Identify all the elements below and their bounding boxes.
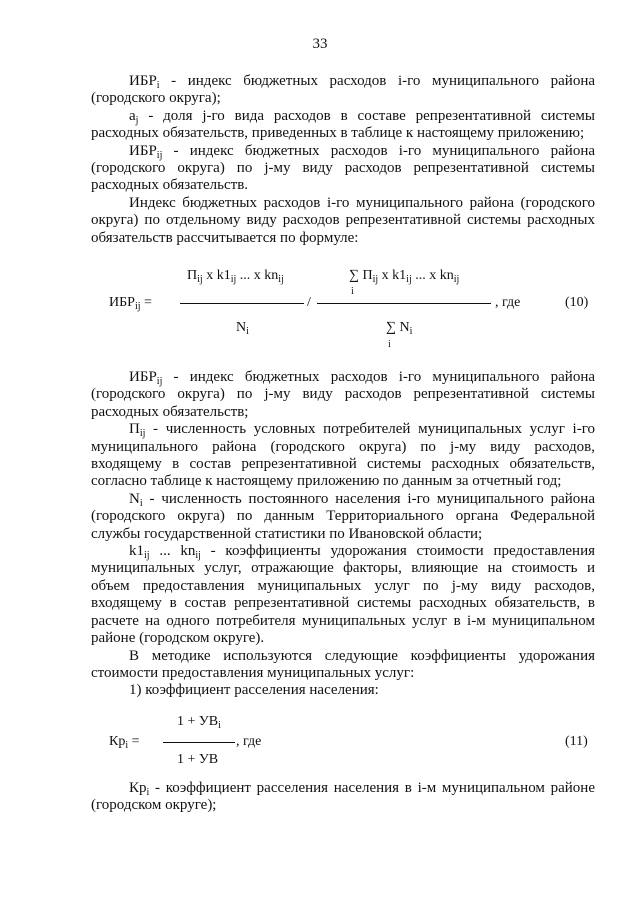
- page-number: 33: [312, 36, 328, 52]
- definition-a-j: $a_j$ - доля j-го вида расходов в составе репрезентативной системы расходных обязательств, приведенных в таблице к настоящему приложению;: [91, 107, 595, 142]
- formula-11-numerator: $1 + УВ_i$: [177, 714, 221, 731]
- definition-p-ij: $П_{ij}$ - численность условных потребителей муниципальных услуг i-го муниципального района (городского округа) по j-му виду расходов, входящему в состав репрезентативной системы расходных обязательств, согласно таблице к настоящему приложению по данным за отчетный год;: [91, 421, 595, 490]
- formula-10-sum-index-top: i: [351, 286, 354, 297]
- method-paragraph: В методике используются следующие коэффициенты удорожания стоимости предоставления муниципальных услуг:: [91, 647, 595, 681]
- formula-10-denominator-1: $N_i$: [236, 320, 249, 337]
- list-item-1: 1) коэффициент расселения населения:: [129, 682, 379, 699]
- formula-10-denominator-2: ∑ $N_i$: [386, 320, 413, 337]
- formula-10-sum-index-bottom: i: [388, 339, 391, 350]
- definitions-bottom: [91, 780, 595, 815]
- formula-11-where: , где: [236, 734, 262, 749]
- formula-10-number: (10): [565, 295, 589, 310]
- definitions-top: [91, 73, 595, 247]
- formula-10-numerator-2: ∑ $П_{ij}$ x $k1_{ij}$ ... x $kn_{ij}$: [349, 268, 460, 285]
- definitions-mid: [91, 369, 595, 700]
- formula-10-slash: /: [307, 295, 311, 310]
- definition-n-i: $N_i$ - численность постоянного населения i-го муниципального района (городского округа) по данным Территориального органа Федеральной службы государственной статистики по Ивановской области;: [91, 490, 595, 542]
- formula-11-fraction-bar: [163, 742, 235, 743]
- definition-kr-i: $Кр_i$ - коэффициент расселения населения в i-м муниципальном районе (городском округе);: [91, 780, 595, 814]
- formula-11-number: (11): [565, 734, 588, 749]
- formula-10-fraction-bar-2: [317, 303, 491, 304]
- formula-10-lhs: $ИБР_{ij}$ =: [109, 295, 152, 312]
- definition-ibr-ij: $ИБР_{ij}$ - индекс бюджетных расходов i-го муниципального района (городского округа) по j-му виду расходов репрезентативной системы расходных обязательств.: [91, 142, 595, 194]
- definition-k-ij: $k1_{ij}$ ... $kn_{ij}$ - коэффициенты удорожания стоимости предоставления муниципальных услуг, отражающие факторы, влияющие на стоимость и объем предоставления муниципальных услуг по j-му виду расходов, входящему в состав репрезентативной системы расходных обязательств, в расчете на одного потребителя муниципальных услуг в i-м муниципальном районе (городском округе).: [91, 543, 595, 647]
- formula-10-numerator-1: $П_{ij}$ x $k1_{ij}$ ... x $kn_{ij}$: [187, 268, 284, 285]
- formula-11-denominator: 1 + УВ: [177, 752, 219, 767]
- formula-11: [91, 711, 595, 769]
- formula-10-where: , где: [495, 295, 521, 310]
- formula-10: [91, 263, 595, 350]
- definition-ibr-i: $ИБР_i$ - индекс бюджетных расходов i-го муниципального района (городского округа);: [91, 73, 595, 107]
- formula-10-fraction-bar-1: [180, 303, 304, 304]
- definition-ibr-ij-2: $ИБР_{ij}$ - индекс бюджетных расходов i-го муниципального района (городского округа) по j-му виду расходов репрезентативной системы расходных обязательств;: [91, 369, 595, 420]
- formula-intro: Индекс бюджетных расходов i-го муниципального района (городского округа) по отдельному виду расходов репрезентативной системы расходных обязательств рассчитывается по формуле:: [91, 194, 595, 246]
- formula-11-lhs: $Кр_i$ =: [109, 734, 140, 751]
